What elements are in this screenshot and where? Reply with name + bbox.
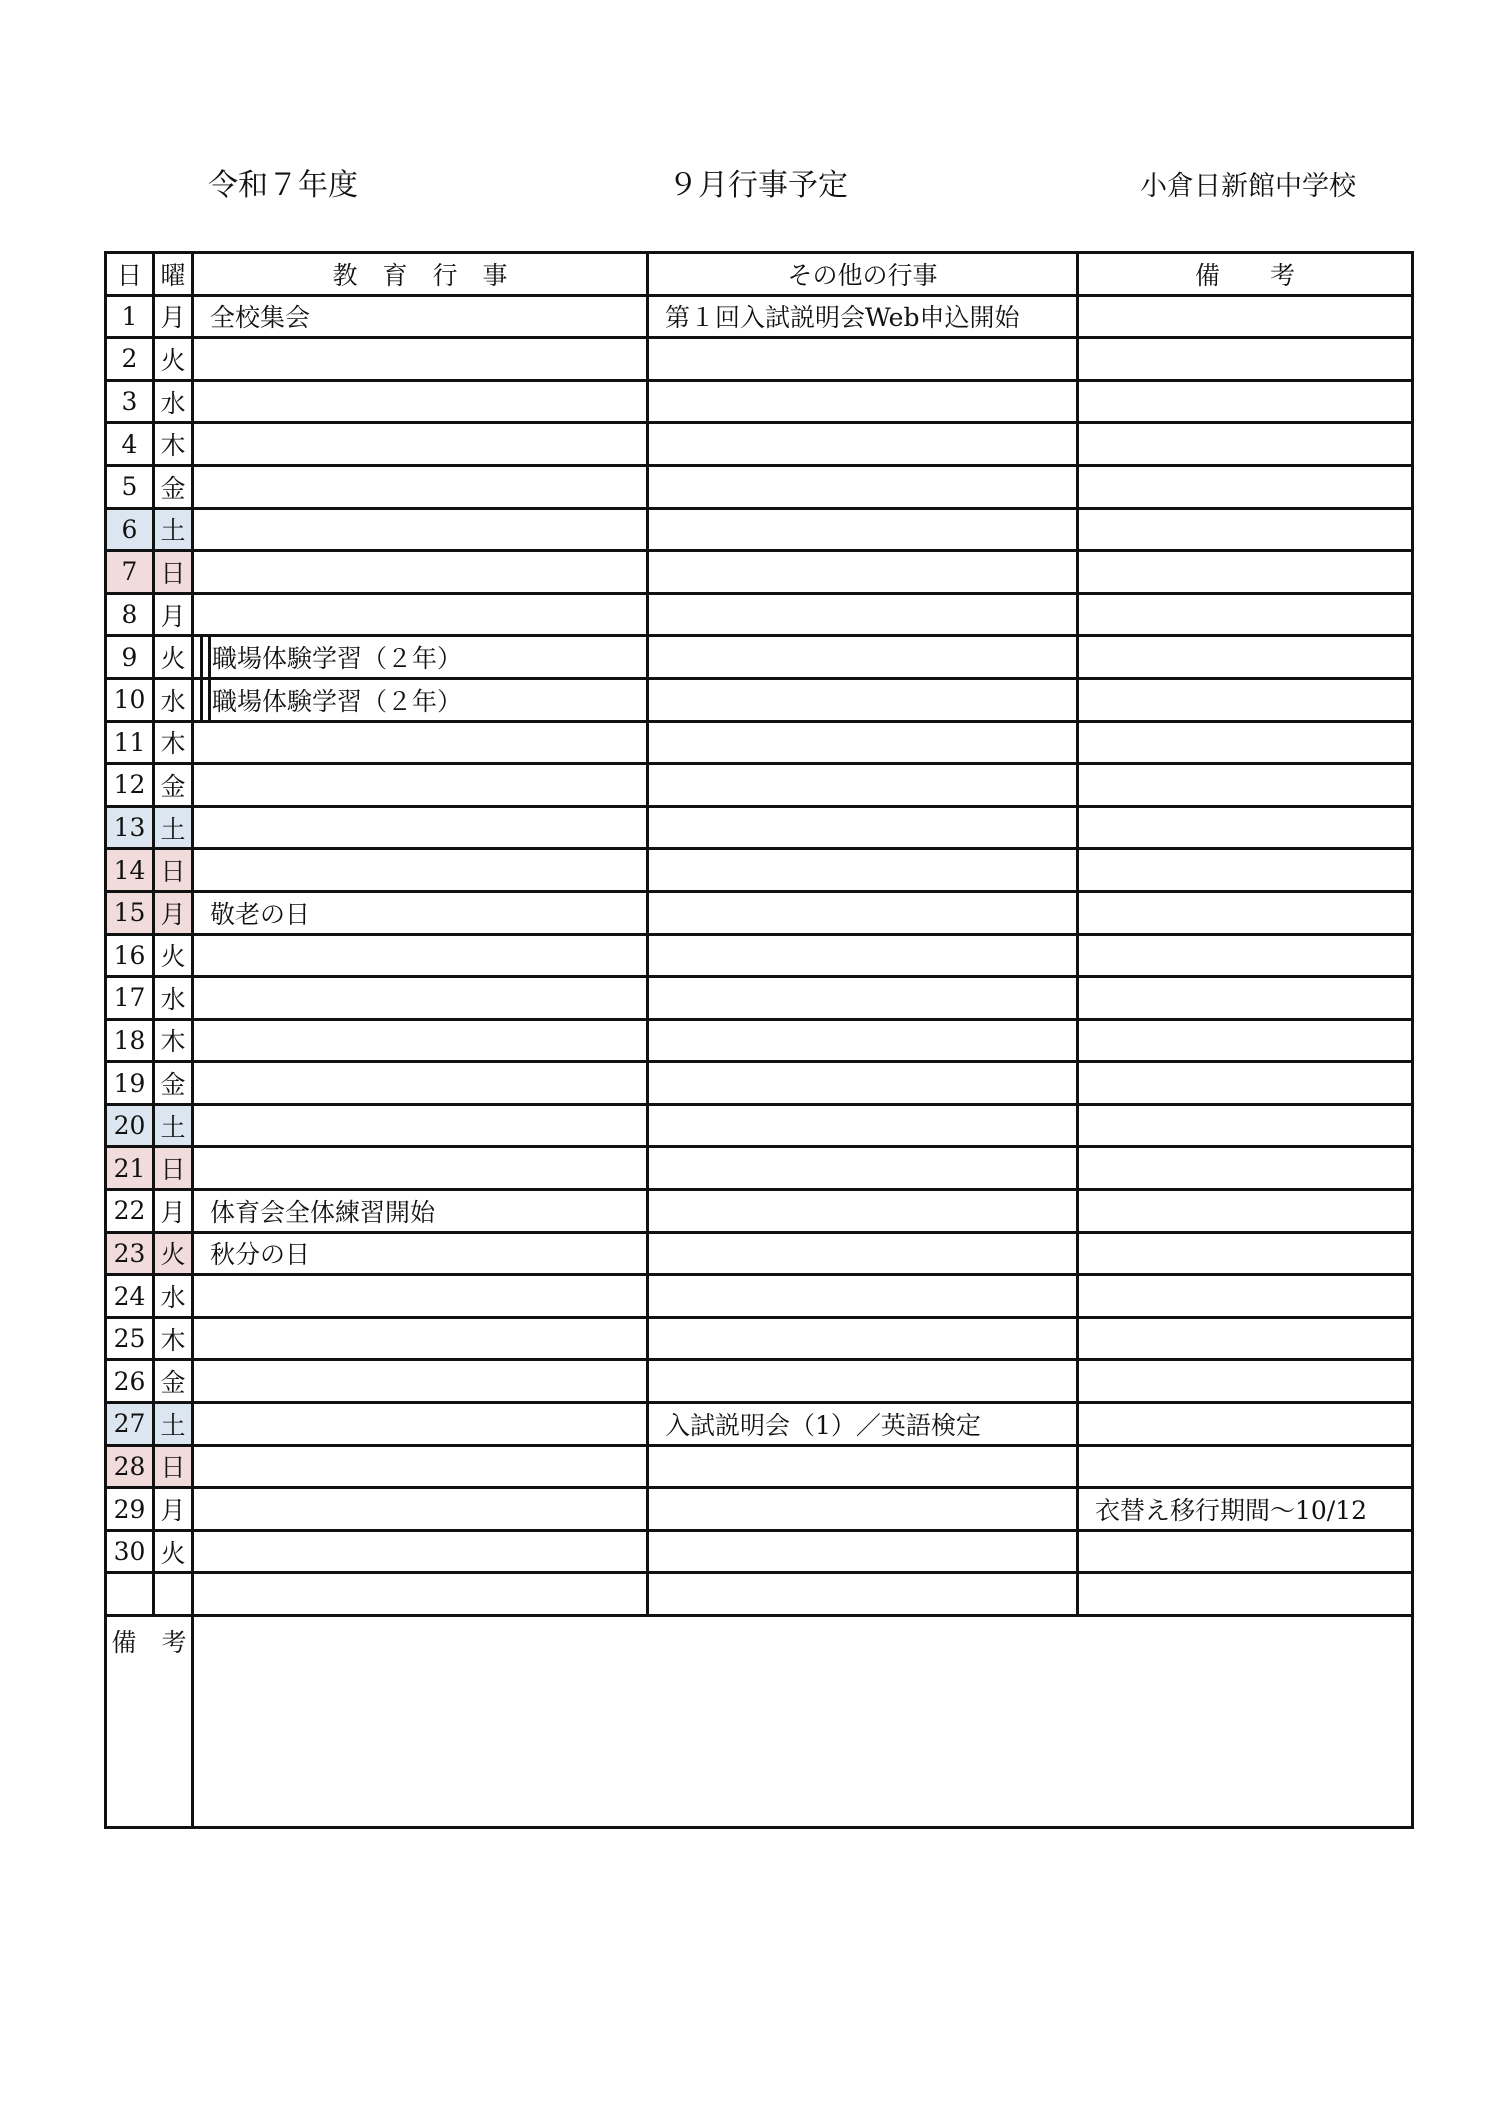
day-cell: 24 <box>106 1275 154 1318</box>
education-event-cell <box>193 1275 648 1318</box>
remarks-cell <box>1078 1445 1413 1488</box>
day-cell: 1 <box>106 295 154 338</box>
day-cell: 21 <box>106 1147 154 1190</box>
remarks-cell <box>1078 593 1413 636</box>
other-event-cell <box>648 1232 1078 1275</box>
remarks-cell <box>1078 465 1413 508</box>
education-event-cell: 体育会全体練習開始 <box>193 1190 648 1233</box>
remarks-cell <box>1078 1104 1413 1147</box>
education-event-cell <box>193 1530 648 1573</box>
other-event-cell <box>648 508 1078 551</box>
education-event-cell: 職場体験学習（２年） <box>193 636 648 679</box>
education-event-cell <box>193 764 648 807</box>
weekday-cell: 金 <box>154 1062 193 1105</box>
other-event-cell <box>648 380 1078 423</box>
table-row <box>106 1530 1413 1573</box>
remarks-cell <box>1078 1190 1413 1233</box>
other-event-cell <box>648 1488 1078 1531</box>
weekday-cell: 日 <box>154 551 193 594</box>
notes-content <box>193 1616 1413 1828</box>
schedule-table <box>104 251 1414 1829</box>
education-event-cell <box>193 1104 648 1147</box>
table-row <box>106 551 1413 594</box>
remarks-cell <box>1078 934 1413 977</box>
table-row <box>106 1147 1413 1190</box>
education-event-cell <box>193 1317 648 1360</box>
weekday-cell: 土 <box>154 1104 193 1147</box>
weekday-cell: 土 <box>154 806 193 849</box>
remarks-cell <box>1078 849 1413 892</box>
table-row <box>106 977 1413 1020</box>
education-event-cell <box>193 1019 648 1062</box>
remarks-cell <box>1078 1530 1413 1573</box>
table-row <box>106 636 1413 679</box>
remarks-cell <box>1078 1573 1413 1616</box>
other-event-cell <box>648 1275 1078 1318</box>
weekday-cell: 金 <box>154 465 193 508</box>
day-cell: 17 <box>106 977 154 1020</box>
day-cell: 30 <box>106 1530 154 1573</box>
page-title: ９月行事予定 <box>668 168 848 203</box>
other-event-cell <box>648 849 1078 892</box>
other-event-cell <box>648 636 1078 679</box>
day-cell: 26 <box>106 1360 154 1403</box>
education-event-cell <box>193 1147 648 1190</box>
day-cell: 7 <box>106 551 154 594</box>
table-row <box>106 1275 1413 1318</box>
weekday-cell: 水 <box>154 977 193 1020</box>
other-event-cell <box>648 1062 1078 1105</box>
day-cell: 28 <box>106 1445 154 1488</box>
day-cell <box>106 1573 154 1616</box>
weekday-cell <box>154 1573 193 1616</box>
day-cell: 29 <box>106 1488 154 1531</box>
education-event-cell <box>193 1062 648 1105</box>
fiscal-year: 令和７年度 <box>208 168 358 203</box>
weekday-cell: 月 <box>154 1488 193 1531</box>
education-event-cell <box>193 465 648 508</box>
remarks-cell <box>1078 1147 1413 1190</box>
other-event-cell <box>648 551 1078 594</box>
day-cell: 13 <box>106 806 154 849</box>
table-row <box>106 1403 1413 1446</box>
other-event-cell <box>648 593 1078 636</box>
other-event-cell <box>648 977 1078 1020</box>
weekday-cell: 金 <box>154 764 193 807</box>
education-event-cell <box>193 423 648 466</box>
weekday-cell: 月 <box>154 295 193 338</box>
weekday-cell: 日 <box>154 1445 193 1488</box>
other-event-cell <box>648 1445 1078 1488</box>
remarks-cell <box>1078 380 1413 423</box>
day-cell: 12 <box>106 764 154 807</box>
notes-label: 備 考 <box>106 1616 193 1828</box>
day-cell: 27 <box>106 1403 154 1446</box>
remarks-cell <box>1078 891 1413 934</box>
table-row <box>106 593 1413 636</box>
weekday-cell: 土 <box>154 1403 193 1446</box>
day-cell: 15 <box>106 891 154 934</box>
education-event-cell <box>193 338 648 381</box>
remarks-cell <box>1078 1360 1413 1403</box>
table-header-row <box>106 253 1413 296</box>
education-event-cell <box>193 508 648 551</box>
remarks-cell <box>1078 1317 1413 1360</box>
notes-row <box>106 1616 1413 1828</box>
other-event-cell <box>648 721 1078 764</box>
education-event-cell <box>193 721 648 764</box>
table-row <box>106 1317 1413 1360</box>
day-cell: 16 <box>106 934 154 977</box>
education-event-cell <box>193 1403 648 1446</box>
weekday-cell: 日 <box>154 1147 193 1190</box>
day-cell: 4 <box>106 423 154 466</box>
day-cell: 6 <box>106 508 154 551</box>
other-event-cell <box>648 1360 1078 1403</box>
header-dow: 曜 <box>154 253 193 296</box>
day-cell: 2 <box>106 338 154 381</box>
day-cell: 22 <box>106 1190 154 1233</box>
weekday-cell: 水 <box>154 678 193 721</box>
other-event-cell <box>648 1147 1078 1190</box>
remarks-cell <box>1078 1019 1413 1062</box>
weekday-cell: 木 <box>154 1019 193 1062</box>
other-event-cell <box>648 1317 1078 1360</box>
weekday-cell: 月 <box>154 1190 193 1233</box>
day-cell: 10 <box>106 678 154 721</box>
header-education: 教 育 行 事 <box>193 253 648 296</box>
other-event-cell <box>648 934 1078 977</box>
day-cell: 25 <box>106 1317 154 1360</box>
other-event-cell <box>648 1530 1078 1573</box>
table-row <box>106 1488 1413 1531</box>
education-event-cell <box>193 1488 648 1531</box>
other-event-cell <box>648 338 1078 381</box>
table-row <box>106 1573 1413 1616</box>
table-row <box>106 806 1413 849</box>
education-event-cell <box>193 934 648 977</box>
table-row <box>106 1190 1413 1233</box>
remarks-cell <box>1078 1062 1413 1105</box>
table-row <box>106 1062 1413 1105</box>
table-row <box>106 465 1413 508</box>
day-cell: 20 <box>106 1104 154 1147</box>
weekday-cell: 水 <box>154 380 193 423</box>
education-event-cell <box>193 849 648 892</box>
education-event-cell <box>193 1360 648 1403</box>
other-event-cell <box>648 1019 1078 1062</box>
day-cell: 23 <box>106 1232 154 1275</box>
other-event-cell: 入試説明会（1）／英語検定 <box>648 1403 1078 1446</box>
table-row <box>106 1104 1413 1147</box>
education-event-cell <box>193 593 648 636</box>
table-row <box>106 295 1413 338</box>
other-event-cell <box>648 678 1078 721</box>
school-name: 小倉日新館中学校 <box>1140 171 1356 202</box>
other-event-cell <box>648 465 1078 508</box>
table-row <box>106 1232 1413 1275</box>
page-header <box>0 160 1493 210</box>
education-event-cell <box>193 977 648 1020</box>
weekday-cell: 月 <box>154 593 193 636</box>
other-event-cell <box>648 764 1078 807</box>
weekday-cell: 火 <box>154 1530 193 1573</box>
remarks-cell <box>1078 678 1413 721</box>
weekday-cell: 火 <box>154 636 193 679</box>
education-event-cell <box>193 1445 648 1488</box>
other-event-cell <box>648 1104 1078 1147</box>
day-cell: 5 <box>106 465 154 508</box>
remarks-cell <box>1078 764 1413 807</box>
table-row <box>106 1019 1413 1062</box>
table-row <box>106 380 1413 423</box>
remarks-cell <box>1078 721 1413 764</box>
header-day: 日 <box>106 253 154 296</box>
other-event-cell <box>648 1573 1078 1616</box>
remarks-cell <box>1078 508 1413 551</box>
table-row <box>106 338 1413 381</box>
table-row <box>106 849 1413 892</box>
table-row <box>106 1360 1413 1403</box>
weekday-cell: 火 <box>154 1232 193 1275</box>
remarks-cell <box>1078 551 1413 594</box>
education-event-cell: 全校集会 <box>193 295 648 338</box>
other-event-cell <box>648 1190 1078 1233</box>
weekday-cell: 月 <box>154 891 193 934</box>
remarks-cell: 衣替え移行期間～10/12 <box>1078 1488 1413 1531</box>
other-event-cell <box>648 806 1078 849</box>
education-event-cell: 秋分の日 <box>193 1232 648 1275</box>
remarks-cell <box>1078 295 1413 338</box>
day-cell: 14 <box>106 849 154 892</box>
day-cell: 3 <box>106 380 154 423</box>
remarks-cell <box>1078 338 1413 381</box>
other-event-cell <box>648 423 1078 466</box>
table-row <box>106 891 1413 934</box>
education-event-cell <box>193 806 648 849</box>
remarks-cell <box>1078 1403 1413 1446</box>
table-row <box>106 934 1413 977</box>
remarks-cell <box>1078 806 1413 849</box>
other-event-cell: 第１回入試説明会Web申込開始 <box>648 295 1078 338</box>
education-event-cell: 敬老の日 <box>193 891 648 934</box>
day-cell: 19 <box>106 1062 154 1105</box>
day-cell: 18 <box>106 1019 154 1062</box>
weekday-cell: 木 <box>154 1317 193 1360</box>
education-event-cell <box>193 551 648 594</box>
education-event-cell: 職場体験学習（２年） <box>193 678 648 721</box>
table-row <box>106 678 1413 721</box>
weekday-cell: 木 <box>154 721 193 764</box>
other-event-cell <box>648 891 1078 934</box>
table-row <box>106 1445 1413 1488</box>
weekday-cell: 日 <box>154 849 193 892</box>
weekday-cell: 水 <box>154 1275 193 1318</box>
table-row <box>106 423 1413 466</box>
remarks-cell <box>1078 1275 1413 1318</box>
remarks-cell <box>1078 1232 1413 1275</box>
weekday-cell: 土 <box>154 508 193 551</box>
table-row <box>106 721 1413 764</box>
remarks-cell <box>1078 636 1413 679</box>
remarks-cell <box>1078 977 1413 1020</box>
weekday-cell: 金 <box>154 1360 193 1403</box>
weekday-cell: 火 <box>154 338 193 381</box>
table-row <box>106 764 1413 807</box>
remarks-cell <box>1078 423 1413 466</box>
education-event-cell <box>193 1573 648 1616</box>
header-other: その他の行事 <box>648 253 1078 296</box>
weekday-cell: 火 <box>154 934 193 977</box>
table-row <box>106 508 1413 551</box>
education-event-cell <box>193 380 648 423</box>
day-cell: 8 <box>106 593 154 636</box>
day-cell: 9 <box>106 636 154 679</box>
header-remarks: 備 考 <box>1078 253 1413 296</box>
day-cell: 11 <box>106 721 154 764</box>
weekday-cell: 木 <box>154 423 193 466</box>
